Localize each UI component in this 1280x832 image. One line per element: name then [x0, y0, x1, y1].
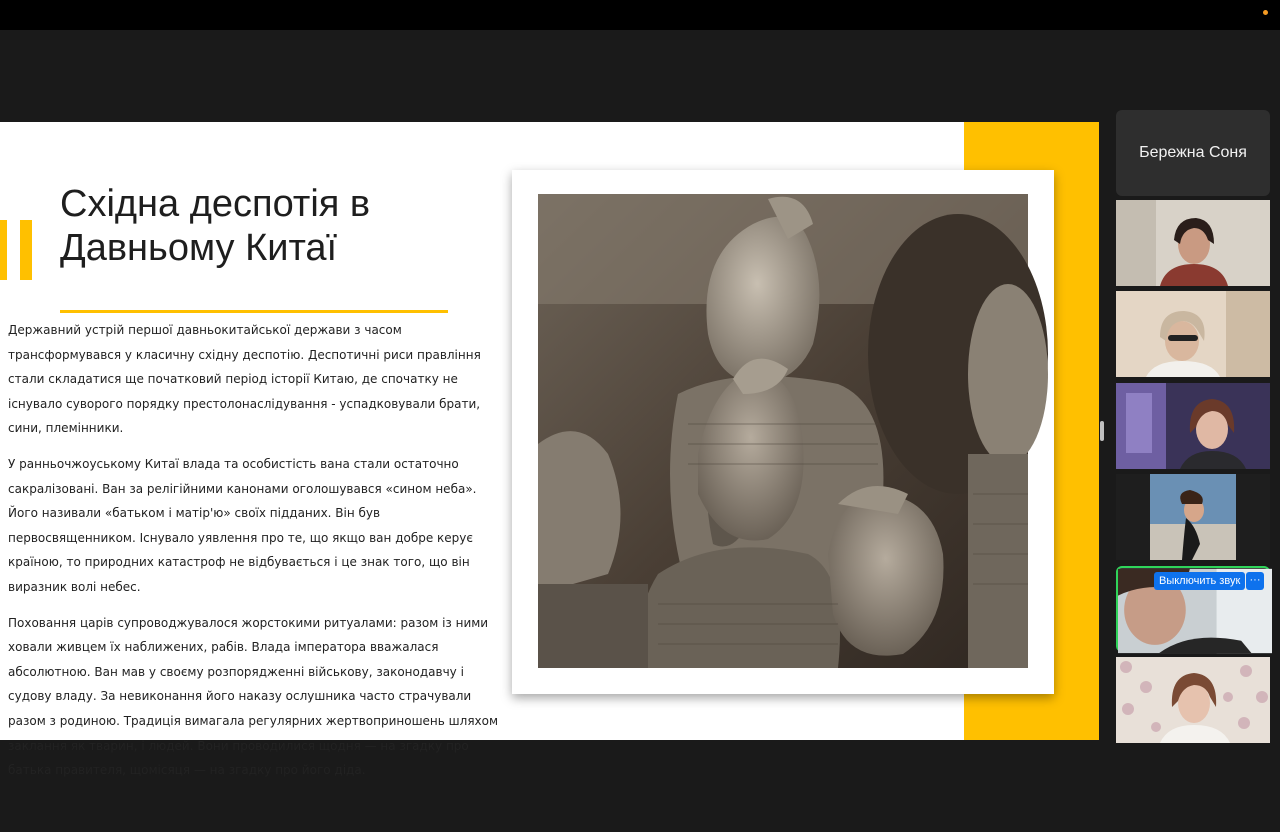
slide-accent-bar	[20, 220, 32, 280]
participant-tile[interactable]	[1116, 200, 1270, 286]
slide-photo-frame	[512, 170, 1054, 694]
participant-video	[1116, 200, 1270, 286]
slide-paragraph: У ранньочжоуському Китаї влада та особистість вана стали остаточно сакралізовані. Ван за релігійними канонами оголошувався «сином неба». Його називали «батьком і матір'ю» своїх підданих. Він був первосвященником. Існувало уявлення про те, що якщо ван добре керує країною, то природних катастроф не відбувається і це знак того, що він виразник волі небес.	[8, 456, 477, 594]
slide-title-line: Давньому Китаї	[60, 227, 338, 269]
participant-tile[interactable]	[1116, 383, 1270, 469]
terracotta-warriors-photo	[538, 194, 1028, 668]
slide-accent-bar	[0, 220, 7, 280]
top-bar	[0, 0, 1280, 30]
participant-name: Бережна Соня	[1139, 144, 1247, 161]
slide-body-text	[8, 318, 504, 794]
participant-tile[interactable]	[1116, 110, 1270, 196]
participant-tile[interactable]	[1116, 657, 1270, 743]
mute-button[interactable]: Выключить звук	[1154, 572, 1245, 590]
slide-title-line: Східна деспотія в	[60, 183, 371, 225]
status-dot-icon	[1263, 10, 1268, 15]
participant-video	[1116, 474, 1270, 560]
slide-title	[60, 182, 480, 270]
title-underline	[60, 310, 448, 313]
shared-screen-slide	[0, 122, 1099, 778]
participant-video	[1116, 657, 1270, 743]
participant-tile[interactable]	[1116, 291, 1270, 377]
participant-video	[1116, 291, 1270, 377]
participant-tile-active-speaker[interactable]	[1116, 566, 1270, 652]
participant-tile[interactable]	[1116, 474, 1270, 560]
slide-paragraph: Державний устрій першої давньокитайської держави з часом трансформувався у класичну східну деспотію. Деспотичні риси правління стали складатися ще початковий період історії Китаю, де спочатку не існувало суворого порядку престолонаслідування - успадковували брати, сини, племінники.	[8, 323, 481, 436]
panel-resize-handle[interactable]	[1100, 421, 1104, 441]
more-options-button[interactable]: ···	[1246, 572, 1264, 590]
participant-video	[1116, 383, 1270, 469]
slide-paragraph: Поховання царів супроводжувалося жорстокими ритуалами: разом із ними ховали живцем їх наближених, рабів. Влада імператора вважалася абсолютною. Ван мав у своєму розпорядженні військову, законодавчу і судову владу. За невиконання його наказу ослушника часто страчували разом з родиною. Традиція вимагала регулярних жертвоприношень шляхом заклання як тварин, і людей. Вони проводилися щодня — на згадку про батька правителя, щомісяця — на згадку про його діда.	[8, 615, 499, 778]
